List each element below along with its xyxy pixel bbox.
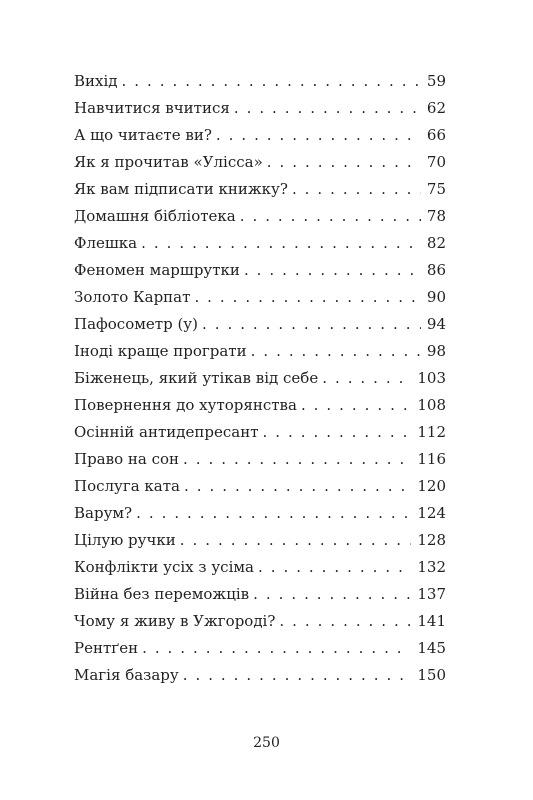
toc-entry-title: А що читаєте ви? bbox=[74, 126, 212, 144]
toc-entry-title: Іноді краще програти bbox=[74, 342, 247, 360]
toc-entry-page-number: 62 bbox=[426, 99, 446, 117]
toc-entry-title: Війна без переможців bbox=[74, 585, 250, 603]
toc-entry bbox=[74, 122, 446, 149]
toc-entry bbox=[74, 284, 446, 311]
dot-leader bbox=[263, 419, 412, 446]
toc-entry-page-number: 137 bbox=[417, 585, 446, 603]
toc-entry bbox=[74, 608, 446, 635]
dot-leader bbox=[216, 122, 421, 149]
toc-entry-page-number: 145 bbox=[417, 639, 446, 657]
toc-entry-title: Право на сон bbox=[74, 450, 180, 468]
dot-leader bbox=[136, 500, 411, 527]
dot-leader bbox=[180, 527, 412, 554]
toc-entry bbox=[74, 419, 446, 446]
toc-entry bbox=[74, 203, 446, 230]
toc-entry-title: Осінній антидепресант bbox=[74, 423, 259, 441]
toc-entry bbox=[74, 230, 446, 257]
dot-leader bbox=[184, 473, 411, 500]
dot-leader bbox=[194, 284, 420, 311]
toc-entry-title: Цілую ручки bbox=[74, 531, 176, 549]
dot-leader bbox=[122, 68, 421, 95]
toc-entry bbox=[74, 176, 446, 203]
toc-entry-title: Пафосометр (у) bbox=[74, 315, 198, 333]
toc-entry-page-number: 90 bbox=[426, 288, 446, 306]
toc-entry-page-number: 108 bbox=[417, 396, 446, 414]
table-of-contents bbox=[74, 68, 446, 689]
dot-leader bbox=[183, 662, 412, 689]
toc-entry-page-number: 78 bbox=[426, 207, 446, 225]
toc-entry-page-number: 132 bbox=[417, 558, 446, 576]
toc-entry bbox=[74, 338, 446, 365]
toc-entry-title: Як я прочитав «Улісса» bbox=[74, 153, 263, 171]
toc-entry bbox=[74, 311, 446, 338]
toc-entry-page-number: 98 bbox=[426, 342, 446, 360]
toc-entry-page-number: 112 bbox=[417, 423, 446, 441]
toc-entry-title: Флешка bbox=[74, 234, 138, 252]
toc-entry bbox=[74, 68, 446, 95]
toc-entry-page-number: 128 bbox=[417, 531, 446, 549]
toc-entry-page-number: 59 bbox=[426, 72, 446, 90]
dot-leader bbox=[258, 554, 411, 581]
dot-leader bbox=[202, 311, 421, 338]
page-number: 250 bbox=[253, 735, 280, 751]
toc-entry bbox=[74, 527, 446, 554]
toc-entry bbox=[74, 500, 446, 527]
toc-entry-page-number: 86 bbox=[426, 261, 446, 279]
toc-entry-title: Магія базару bbox=[74, 666, 179, 684]
dot-leader bbox=[251, 338, 421, 365]
toc-entry-title: Повернення до хуторянства bbox=[74, 396, 297, 414]
toc-entry-title: Феномен маршрутки bbox=[74, 261, 240, 279]
toc-entry bbox=[74, 662, 446, 689]
toc-entry bbox=[74, 257, 446, 284]
toc-entry-title: Біженець, який утікав від себе bbox=[74, 369, 319, 387]
toc-entry-title: Рентґен bbox=[74, 639, 139, 657]
dot-leader bbox=[240, 203, 421, 230]
toc-entry-page-number: 70 bbox=[426, 153, 446, 171]
toc-entry-page-number: 124 bbox=[417, 504, 446, 522]
toc-entry-title: Золото Карпат bbox=[74, 288, 191, 306]
dot-leader bbox=[142, 635, 411, 662]
toc-entry-title: Навчитися вчитися bbox=[74, 99, 230, 117]
toc-entry-title: Чому я живу в Ужгороді? bbox=[74, 612, 276, 630]
toc-entry-page-number: 75 bbox=[426, 180, 446, 198]
dot-leader bbox=[292, 176, 421, 203]
toc-entry-page-number: 150 bbox=[417, 666, 446, 684]
toc-entry-page-number: 94 bbox=[426, 315, 446, 333]
toc-entry bbox=[74, 581, 446, 608]
dot-leader bbox=[301, 392, 411, 419]
toc-entry-page-number: 103 bbox=[417, 369, 446, 387]
toc-entry bbox=[74, 635, 446, 662]
dot-leader bbox=[279, 608, 411, 635]
toc-entry-title: Послуга ката bbox=[74, 477, 180, 495]
dot-leader bbox=[267, 149, 421, 176]
toc-entry-title: Домашня бібліотека bbox=[74, 207, 236, 225]
toc-entry bbox=[74, 554, 446, 581]
dot-leader bbox=[234, 95, 421, 122]
toc-entry bbox=[74, 365, 446, 392]
toc-entry-title: Вихід bbox=[74, 72, 118, 90]
toc-entry bbox=[74, 473, 446, 500]
dot-leader bbox=[322, 365, 411, 392]
toc-entry-page-number: 66 bbox=[426, 126, 446, 144]
toc-entry-page-number: 141 bbox=[417, 612, 446, 630]
toc-entry bbox=[74, 95, 446, 122]
toc-entry-title: Як вам підписати книжку? bbox=[74, 180, 288, 198]
toc-entry-title: Варум? bbox=[74, 504, 133, 522]
dot-leader bbox=[244, 257, 421, 284]
dot-leader bbox=[141, 230, 421, 257]
toc-entry bbox=[74, 149, 446, 176]
toc-entry-page-number: 82 bbox=[426, 234, 446, 252]
toc-entry bbox=[74, 446, 446, 473]
dot-leader bbox=[183, 446, 411, 473]
toc-entry bbox=[74, 392, 446, 419]
toc-entry-page-number: 116 bbox=[417, 450, 446, 468]
dot-leader bbox=[253, 581, 411, 608]
toc-entry-title: Конфлікти усіх з усіма bbox=[74, 558, 254, 576]
toc-entry-page-number: 120 bbox=[417, 477, 446, 495]
